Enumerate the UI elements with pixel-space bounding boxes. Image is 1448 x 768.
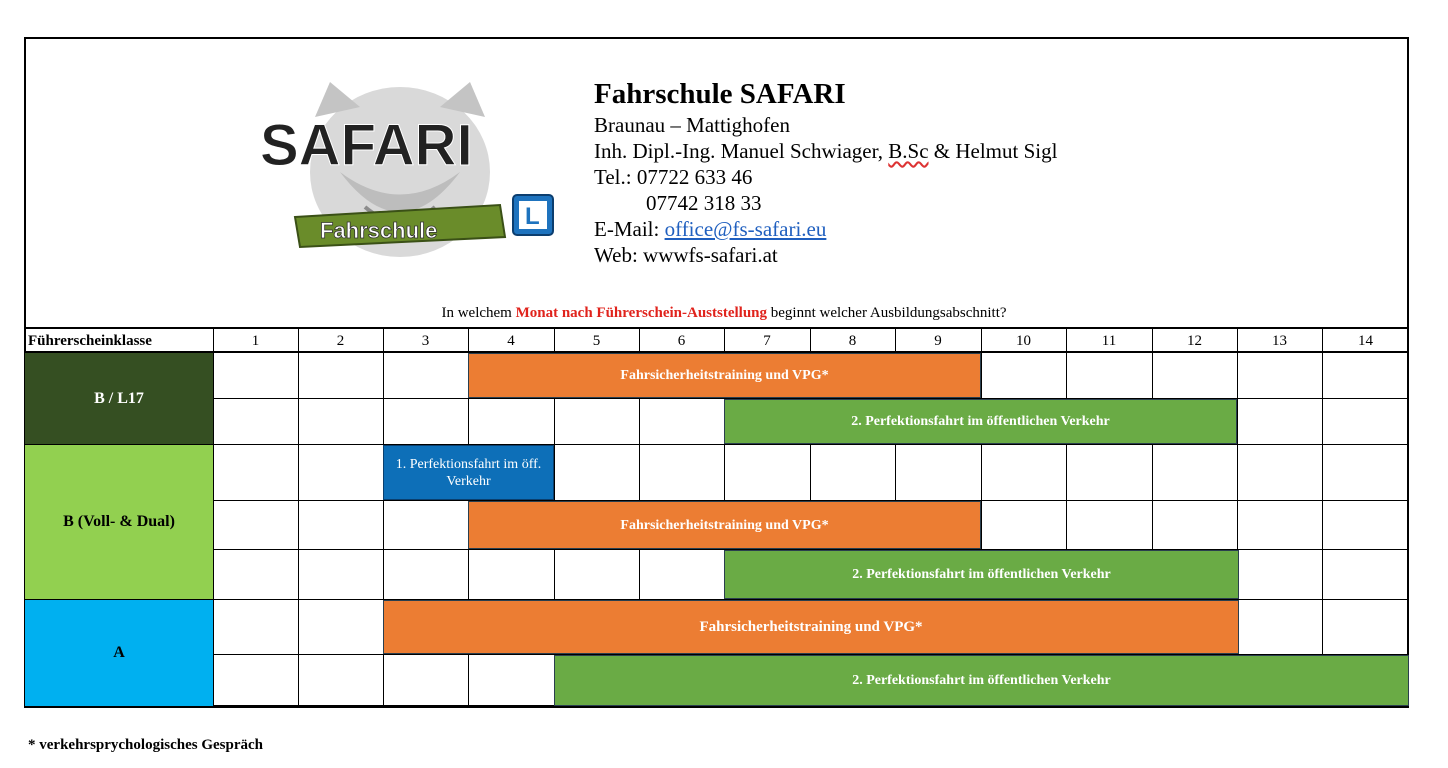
- company-web: Web: wwwfs-safari.at: [594, 243, 778, 267]
- bar-a-perfektion-2: 2. Perfektionsfahrt im öffentlichen Verkehr: [554, 655, 1409, 706]
- company-name: Fahrschule SAFARI: [594, 78, 846, 110]
- tiger-logo-image: [255, 77, 565, 267]
- month-header: 1: [251, 333, 260, 349]
- month-header: 9: [934, 333, 942, 349]
- month-header: 6: [677, 333, 686, 349]
- table-top-border: [24, 327, 1409, 329]
- month-header: 2: [336, 333, 345, 349]
- bar-b-voll-perfektion-1: 1. Perfektionsfahrt im öff. Verkehr: [383, 445, 554, 500]
- table-question: In welchem Monat nach Führerschein-Auststellung beginnt welcher Ausbildungsabschnitt?: [441, 305, 1007, 321]
- company-owners: Inh. Dipl.-Ing. Manuel Schwiager, B.Sc & Helmut Sigl: [594, 139, 1058, 163]
- company-info: [594, 78, 1057, 268]
- bar-b-voll-training: Fahrsicherheitstraining und VPG*: [468, 501, 981, 549]
- company-location: Braunau – Mattighofen: [594, 113, 790, 137]
- col-line: [298, 329, 299, 706]
- company-email: E-Mail: office@fs-safari.eu: [594, 217, 827, 241]
- bar-b-l17-perfektion-2: 2. Perfektionsfahrt im öffentlichen Verkehr: [724, 399, 1237, 444]
- email-link[interactable]: office@fs-safari.eu: [664, 217, 827, 241]
- month-header: 12: [1187, 333, 1202, 349]
- bar-b-voll-perfektion-2: 2. Perfektionsfahrt im öffentlichen Verkehr: [724, 550, 1239, 599]
- logo-word: SAFARI: [260, 113, 473, 178]
- month-header: 4: [507, 333, 515, 349]
- month-header: 10: [1016, 333, 1031, 349]
- company-phone-1: Tel.: 07722 633 46: [594, 165, 753, 189]
- safari-logo: [255, 77, 565, 267]
- logo-banner: Fahrschule: [320, 218, 438, 243]
- row-divider-1: [24, 444, 1409, 445]
- row-label-a: A: [25, 600, 213, 706]
- month-header: 5: [592, 333, 601, 349]
- month-header: 11: [1101, 333, 1117, 349]
- month-header: 13: [1272, 333, 1287, 349]
- bar-a-training: Fahrsicherheitstraining und VPG*: [383, 600, 1239, 654]
- bar-b-l17-training: Fahrsicherheitstraining und VPG*: [468, 353, 981, 398]
- month-header: 8: [848, 333, 857, 349]
- col-line: [1322, 329, 1323, 706]
- row-label-b-voll-dual: B (Voll- & Dual): [25, 445, 213, 599]
- table-bottom-border: [24, 706, 1409, 708]
- month-header: 3: [421, 333, 430, 349]
- col-line: [213, 329, 214, 706]
- month-header: 14: [1358, 333, 1373, 349]
- column-header-class: Führerscheinklasse: [28, 333, 152, 349]
- row-label-b-l17: B / L17: [25, 353, 213, 444]
- logo-badge: L: [525, 203, 540, 230]
- footnote: * verkehrsprychologisches Gespräch: [28, 737, 263, 753]
- company-phone-2: 07742 318 33: [646, 191, 762, 215]
- month-header: 7: [763, 333, 771, 349]
